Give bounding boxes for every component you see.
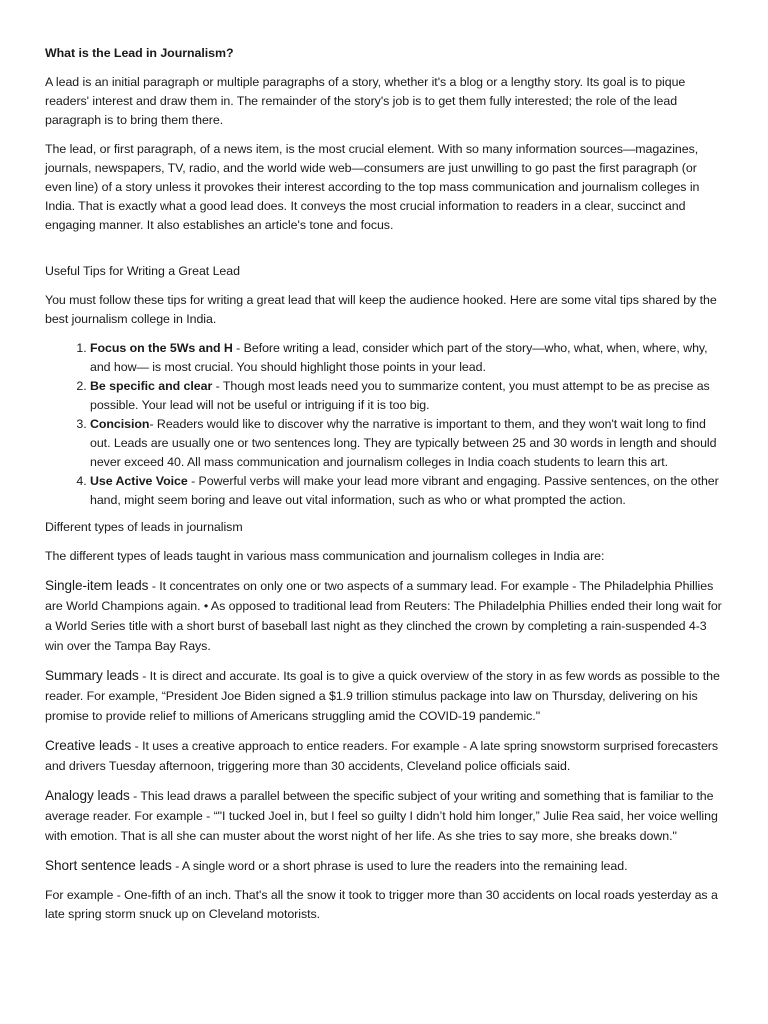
lead-type-term: Single-item leads [45,578,149,593]
tip-text: - Readers would like to discover why the narrative is important to them, and they won't wait long to find out. Leads are usually one or two sentences long. They are typically between 25 and 30 words in length and should never exceed 40. All mass communication and journalism colleges in India coach students to learn this art. [90,417,717,469]
lead-type-analogy [45,786,724,846]
tips-list [45,339,724,510]
lead-type-term: Analogy leads [45,788,130,803]
types-heading: Different types of leads in journalism [45,520,243,534]
tip-text: - Powerful verbs will make your lead more vibrant and engaging. Passive sentences, on the other hand, might seem boring and leave out vital information, such as who or what prompted the action. [90,474,719,507]
lead-type-text: - A single word or a short phrase is used to lure the readers into the remaining lead. [171,859,628,873]
intro-paragraph-1: A lead is an initial paragraph or multiple paragraphs of a story, whether it's a blog or a lengthy story. Its goal is to pique readers' interest and draw them in. The remainder of the story's job is to get them fully interested; the role of the lead paragraph is to bring them there. [45,75,686,127]
tip-term: Be specific and clear [90,379,213,393]
list-item [90,377,724,415]
tips-heading: Useful Tips for Writing a Great Lead [45,264,240,278]
list-item [90,472,724,510]
tip-term: Focus on the 5Ws and H [90,341,233,355]
list-item [90,339,724,377]
lead-type-short-sentence [45,856,724,876]
lead-type-creative [45,736,724,776]
lead-type-text: - It concentrates on only one or two aspects of a summary lead. For example - The Philadelphia Phillies are World Champions again. • As opposed to traditional lead from Reuters: The Philadelphia Phillies ended their long wait for a World Series title with a short burst of baseball last night as they clinched the crown by completing a rain-suspended 4-3 win over the Tampa Bay Rays. [45,579,722,653]
lead-type-term: Creative leads [45,738,132,753]
closing-example: For example - One-fifth of an inch. That's all the snow it took to trigger more than 30 accidents on local roads yesterday as a late spring storm snuck up on Cleveland motorists. [45,888,718,921]
lead-type-text: - This lead draws a parallel between the specific subject of your writing and something that is familiar to the average reader. For example - “"I tucked Joel in, but I feel so guilty I didn’t hold him longer,” Julie Rea said, her voice welling with emotion. That is all she can muster about the worst night of her life. As she tries to say more, she breaks down." [45,789,718,843]
tip-text: - Before writing a lead, consider which part of the story—who, what, when, where, why, and how— is most crucial. You should highlight those points in your lead. [90,341,708,374]
document-title: What is the Lead in Journalism? [45,46,234,60]
lead-type-term: Summary leads [45,668,139,683]
tip-term: Concision [90,417,150,431]
types-intro: The different types of leads taught in various mass communication and journalism colleges in India are: [45,549,605,563]
lead-type-summary [45,666,724,726]
lead-type-single-item [45,576,724,656]
tip-term: Use Active Voice [90,474,188,488]
lead-type-term: Short sentence leads [45,858,172,873]
intro-paragraph-2: The lead, or first paragraph, of a news item, is the most crucial element. With so many information sources—magazines, journals, newspapers, TV, radio, and the world wide web—consumers are just unwilling to go past the first paragraph (or even line) of a story unless it provokes their interest according to the top mass communication and journalism colleges in India. That is exactly what a good lead does. It conveys the most crucial information to readers in a clear, succinct and engaging manner. It also establishes an article's tone and focus. [45,142,700,232]
list-item [90,415,724,472]
tip-text: - Though most leads need you to summarize content, you must attempt to be as precise as possible. Your lead will not be useful or intriguing if it is too big. [90,379,710,412]
lead-type-text: - It uses a creative approach to entice readers. For example - A late spring snowstorm surprised forecasters and drivers Tuesday afternoon, triggering more than 30 accidents, Cleveland police officials said. [45,739,719,773]
lead-type-text: - It is direct and accurate. Its goal is to give a quick overview of the story in as few words as possible to the reader. For example, “President Joe Biden signed a $1.9 trillion stimulus package into law on Thursday, delivering on his promise to provide relief to millions of Americans struggling amid the COVID-19 pandemic." [45,669,720,723]
tips-intro: You must follow these tips for writing a great lead that will keep the audience hooked. Here are some vital tips shared by the best journalism college in India. [45,293,717,326]
